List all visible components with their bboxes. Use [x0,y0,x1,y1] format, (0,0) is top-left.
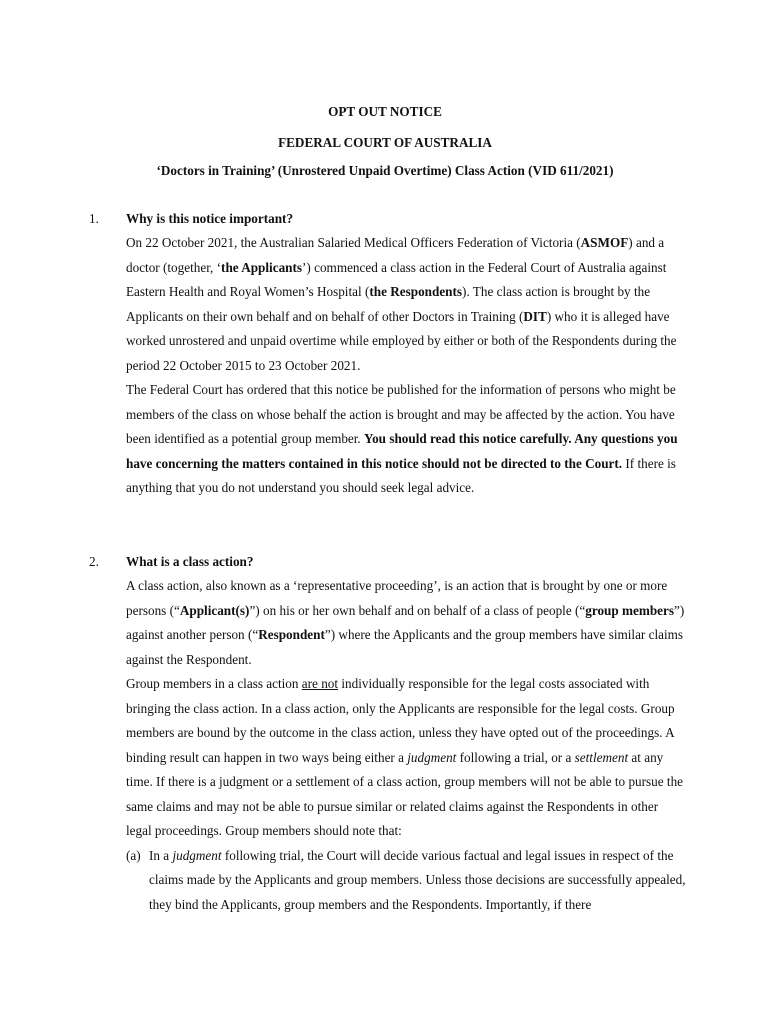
case-title: ‘Doctors in Training’ (Unrostered Unpaid Overtime) Class Action (VID 611/2021) [156,163,614,178]
section-2-paragraph-1: A class action, also known as a ‘representative proceeding’, is an action that is brought by one or more persons (“Applicant(s)”) on his or her own behalf and on behalf of a class of people (“group members”) against another person (“Respondent”) where the Applicants and the group members have similar claims against the Respondent. [126,578,685,667]
section-2-heading: What is a class action? [126,554,254,569]
section-2-item-a: (a) In a judgment following trial, the Court will decide various factual and legal issues in respect of the claims made by the Applicants and group members. Unless those decisions are successfully appealed, they bind the Applicants, group members and the Respondents. Importantly, if there [126,844,686,918]
section-1-paragraph-2: The Federal Court has ordered that this notice be published for the information of persons who might be members of the class on whose behalf the action is brought and may be affected by the action. You have been identified as a potential group member. You should read this notice carefully. Any questions you have concerning the matters contained in this notice should not be directed to the Court. If there is anything that you do not understand you should seek legal advice. [126,382,678,495]
section-1-paragraph-1: On 22 October 2021, the Australian Salaried Medical Officers Federation of Victoria (ASMOF) and a doctor (together, ‘the Applicants’) commenced a class action in the Federal Court of Australia against Eastern Health and Royal Women’s Hospital (the Respondents). The class action is brought by the Applicants on their own behalf and on behalf of other Doctors in Training (DIT) who it is alleged have worked unrostered and unpaid overtime while employed by either or both of the Respondents during the period 22 October 2015 to 23 October 2021. [126,235,677,373]
court-name: FEDERAL COURT OF AUSTRALIA [278,135,492,150]
notice-title: OPT OUT NOTICE [328,104,442,119]
section-1-body [126,231,686,501]
item-a-label: (a) [126,847,141,863]
section-2-paragraph-2: Group members in a class action are not individually responsible for the legal costs associated with bringing the class action. In a class action, only the Applicants are responsible for the legal costs. Group members are bound by the outcome in the class action, unless they have opted out of the proceedings. A binding result can happen in two ways being either a judgment following a trial, or a settlement at any time. If there is a judgment or a settlement of a class action, group members will not be able to pursue the same claims and may not be able to pursue similar or related claims against the Respondents in other legal proceedings. Group members should note that: [126,676,684,838]
section-1-number: 1. [89,211,99,226]
section-1-heading: Why is this notice important? [126,211,294,226]
section-2-number: 2. [89,554,99,569]
section-2-body [126,574,686,917]
